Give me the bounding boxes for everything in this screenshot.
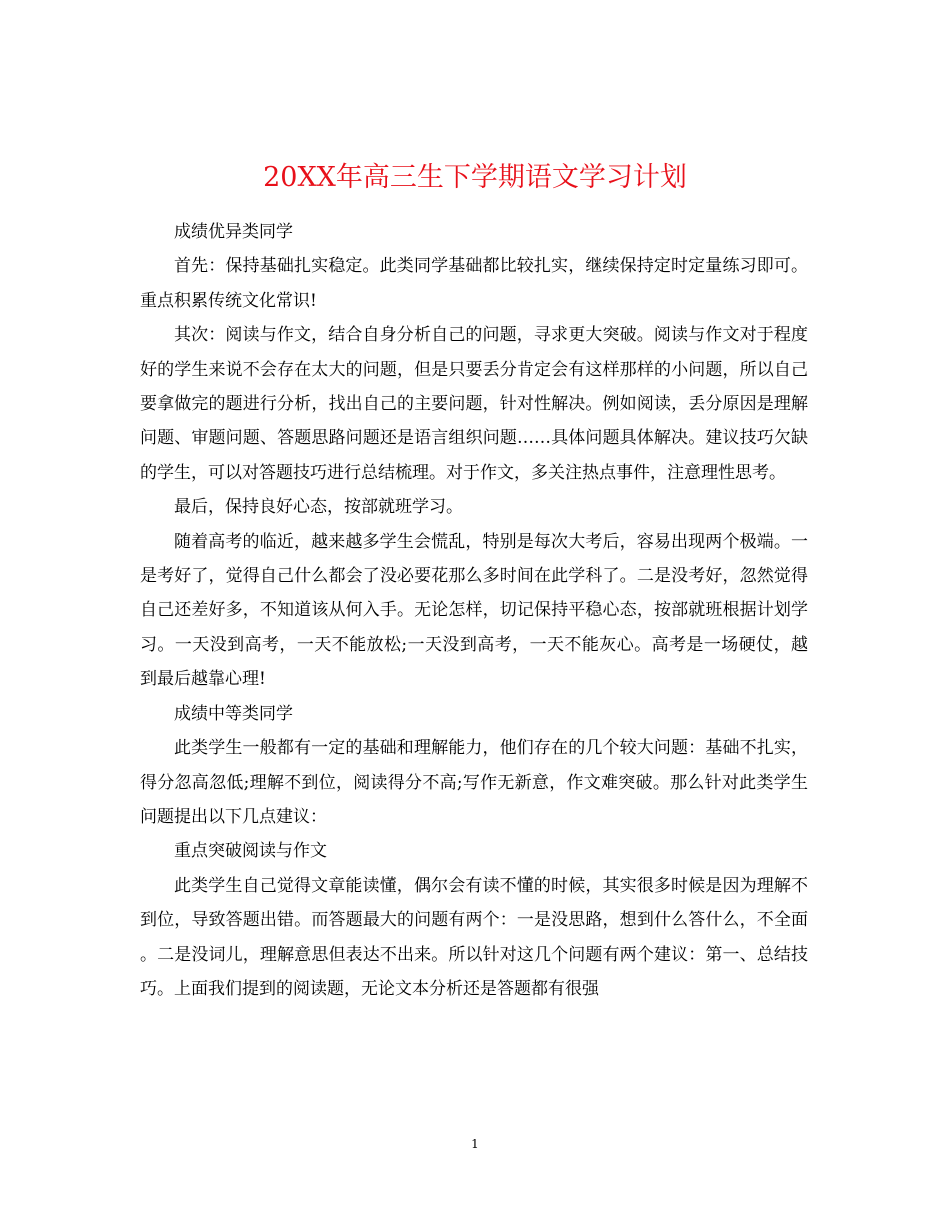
- paragraph-reading-advice: 此类学生自己觉得文章能读懂，偶尔会有读不懂的时候，其实很多时候是因为理解不到位，导致答题出错。而答题最大的问题有两个：一是没思路，想到什么答什么，不全面。二是没词儿，理解意思但表达不出来。所以针对这几个问题有两个建议：第一、总结技巧。上面我们提到的阅读题，无论文本分析还是答题都有很强: [140, 875, 808, 999]
- paragraph-average-problems: 此类学生一般都有一定的基础和理解能力，他们存在的几个较大问题：基础不扎实，得分忽高忽低;理解不到位，阅读得分不高;写作无新意，作文难突破。那么针对此类学生问题提出以下几点建议：: [140, 738, 808, 827]
- paragraph-last-point: 最后，保持良好心态，按部就班学习。: [174, 497, 463, 518]
- document-title: 20XX年高三生下学期语文学习计划: [263, 162, 687, 194]
- paragraph-second-point: 其次：阅读与作文，结合自身分析自己的问题，寻求更大突破。阅读与作文对于程度好的学生来说不会存在太大的问题，但是只要丢分肯定会有这样那样的小问题，所以自己要拿做完的题进行分析，找出自己的主要问题，针对性解决。例如阅读，丢分原因是理解问题、审题问题、答题思路问题还是语言组织问题……具体问题具体解决。建议技巧欠缺的学生，可以对答题技巧进行总结梳理。对于作文，多关注热点事件，注意理性思考。: [140, 325, 808, 483]
- paragraph-subheading-reading-writing: 重点突破阅读与作文: [174, 841, 327, 862]
- document-body: [140, 215, 808, 1006]
- paragraph-mindset: 随着高考的临近，越来越多学生会慌乱，特别是每次大考后，容易出现两个极端。一是考好了，觉得自己什么都会了没必要花那么多时间在此学科了。二是没考好，忽然觉得自己还差好多，不知道该从何入手。无论怎样，切记保持平稳心态，按部就班根据计划学习。一天没到高考，一天不能放松;一天没到高考，一天不能灰心。高考是一场硬仗，越到最后越靠心理!: [140, 531, 808, 690]
- page-number: 1: [471, 1137, 479, 1151]
- paragraph-section-heading-average: 成绩中等类同学: [174, 703, 293, 724]
- paragraph-section-heading-excellent: 成绩优异类同学: [174, 222, 293, 242]
- paragraph-first-point: 首先：保持基础扎实稳定。此类同学基础都比较扎实，继续保持定时定量练习即可。重点积累传统文化常识!: [140, 256, 808, 311]
